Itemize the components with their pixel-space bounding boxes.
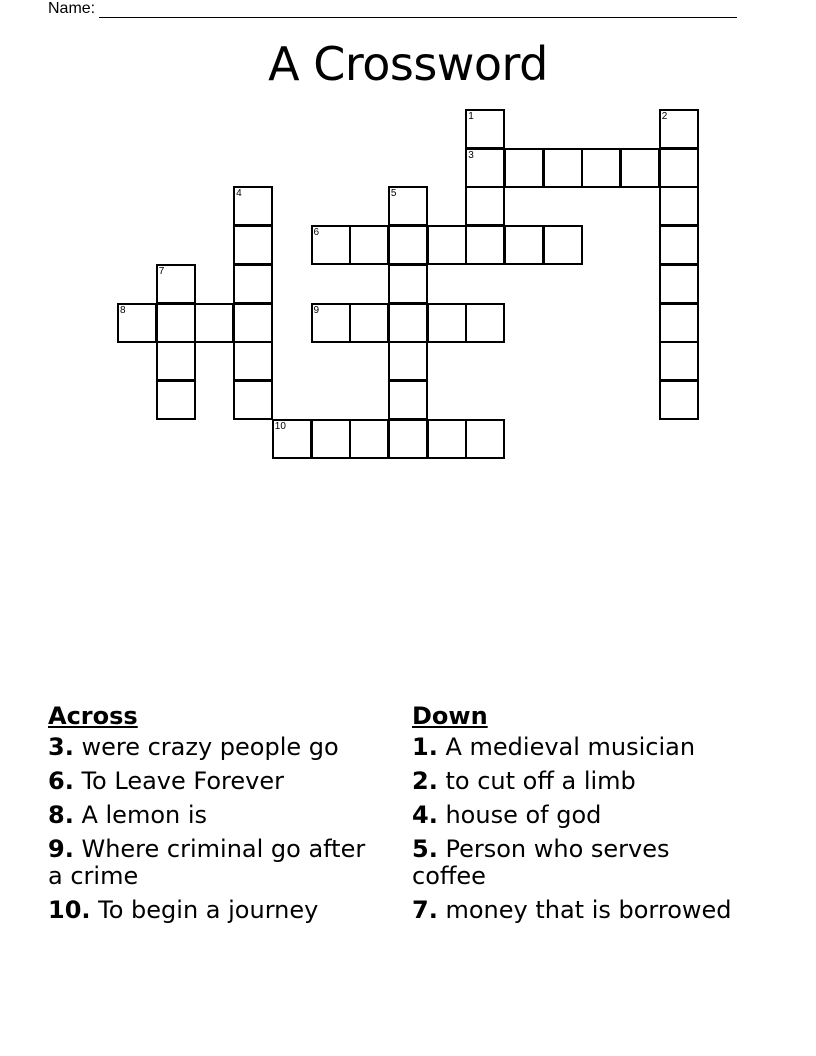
crossword-cell[interactable] — [311, 303, 351, 343]
clue-across-9 — [48, 836, 378, 890]
crossword-cell[interactable] — [233, 225, 273, 265]
clue-text: A medieval musician — [445, 733, 696, 761]
crossword-cell[interactable] — [659, 264, 699, 304]
crossword-cell[interactable] — [465, 225, 505, 265]
crossword-cell[interactable] — [465, 148, 505, 188]
crossword-cell[interactable] — [465, 303, 505, 343]
crossword-cell[interactable] — [349, 419, 389, 459]
crossword-cell[interactable] — [233, 186, 273, 226]
crossword-cell[interactable] — [233, 264, 273, 304]
crossword-cell[interactable] — [659, 109, 699, 149]
crossword-cell[interactable] — [427, 303, 467, 343]
crossword-cell[interactable] — [233, 341, 273, 381]
crossword-cell[interactable] — [465, 109, 505, 149]
clue-across-3 — [48, 734, 378, 761]
crossword-cell[interactable] — [388, 225, 428, 265]
crossword-cell[interactable] — [388, 186, 428, 226]
cell-number: 7 — [158, 265, 165, 277]
crossword-cell[interactable] — [156, 341, 196, 381]
crossword-cell[interactable] — [543, 225, 583, 265]
crossword-cell[interactable] — [620, 148, 660, 188]
crossword-grid — [0, 0, 816, 480]
clue-across-10 — [48, 897, 378, 924]
crossword-cell[interactable] — [581, 148, 621, 188]
clue-text: Where criminal go after a crime — [48, 835, 366, 890]
crossword-cell[interactable] — [659, 186, 699, 226]
clue-down-1 — [412, 734, 732, 761]
crossword-cell[interactable] — [388, 303, 428, 343]
crossword-cell[interactable] — [388, 341, 428, 381]
crossword-cell[interactable] — [427, 225, 467, 265]
name-label: Name: — [48, 0, 96, 17]
cell-number: 6 — [313, 227, 320, 239]
crossword-cell[interactable] — [659, 380, 699, 420]
clue-number: 5. — [412, 835, 438, 863]
clue-down-5 — [412, 836, 732, 890]
clue-across-6 — [48, 768, 378, 795]
crossword-cell[interactable] — [311, 225, 351, 265]
crossword-cell[interactable] — [349, 303, 389, 343]
crossword-cell[interactable] — [465, 186, 505, 226]
crossword-cell[interactable] — [156, 264, 196, 304]
clue-number: 2. — [412, 767, 438, 795]
crossword-cell[interactable] — [156, 380, 196, 420]
crossword-cell[interactable] — [504, 148, 544, 188]
clue-across-8 — [48, 802, 378, 829]
crossword-cell[interactable] — [349, 225, 389, 265]
clue-text: to cut off a limb — [445, 767, 636, 795]
cell-number: 5 — [390, 188, 397, 200]
down-clues — [412, 703, 732, 931]
clue-text: A lemon is — [81, 801, 208, 829]
clue-text: To begin a journey — [98, 896, 319, 924]
clue-down-7 — [412, 897, 732, 924]
crossword-cell[interactable] — [504, 225, 544, 265]
cell-number: 3 — [468, 149, 474, 161]
clue-number: 9. — [48, 835, 74, 863]
crossword-cell[interactable] — [659, 341, 699, 381]
clue-text: money that is borrowed — [445, 896, 732, 924]
cell-number: 10 — [274, 420, 286, 432]
crossword-cell[interactable] — [543, 148, 583, 188]
clue-number: 4. — [412, 801, 438, 829]
down-heading: Down — [412, 702, 488, 730]
crossword-cell[interactable] — [659, 225, 699, 265]
crossword-cell[interactable] — [311, 419, 351, 459]
crossword-cell[interactable] — [388, 380, 428, 420]
cell-number: 9 — [313, 304, 320, 316]
clue-number: 7. — [412, 896, 438, 924]
clue-text: house of god — [445, 801, 602, 829]
clue-text: To Leave Forever — [81, 767, 284, 795]
clue-number: 10. — [48, 896, 91, 924]
cell-number: 2 — [661, 111, 668, 122]
crossword-cell[interactable] — [659, 148, 699, 188]
across-heading: Across — [48, 702, 138, 730]
crossword-cell[interactable] — [156, 303, 196, 343]
crossword-cell[interactable] — [233, 303, 273, 343]
crossword-cell[interactable] — [194, 303, 234, 343]
crossword-cell[interactable] — [233, 380, 273, 420]
clue-down-2 — [412, 768, 732, 795]
crossword-cell[interactable] — [659, 303, 699, 343]
crossword-cell[interactable] — [117, 303, 157, 343]
clue-number: 1. — [412, 733, 438, 761]
crossword-cell[interactable] — [388, 264, 428, 304]
cell-number: 4 — [236, 188, 242, 200]
clue-text: were crazy people go — [81, 733, 339, 761]
clue-number: 3. — [48, 733, 74, 761]
crossword-cell[interactable] — [272, 419, 312, 459]
page-title: A Crossword — [268, 37, 548, 91]
across-clues — [48, 703, 378, 931]
clue-text: Person who serves coffee — [412, 835, 670, 890]
cell-number: 8 — [120, 304, 126, 316]
clue-number: 8. — [48, 801, 74, 829]
clue-down-4 — [412, 802, 732, 829]
crossword-cell[interactable] — [427, 419, 467, 459]
crossword-cell[interactable] — [388, 419, 428, 459]
clue-number: 6. — [48, 767, 74, 795]
cell-number: 1 — [468, 111, 474, 122]
crossword-cell[interactable] — [465, 419, 505, 459]
